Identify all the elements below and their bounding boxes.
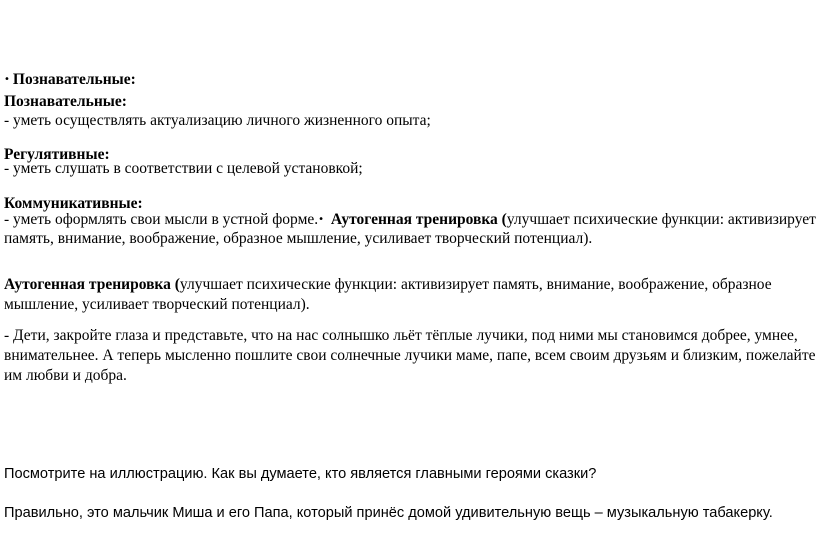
training-title: Аутогенная тренировка ( xyxy=(4,276,180,293)
cognitive-heading: Познавательные: xyxy=(4,93,127,110)
training-title-inline: Аутогенная тренировка ( xyxy=(330,211,507,228)
training-text-2: мышление, усиливает творческий потенциал). xyxy=(4,296,310,313)
training-line-1 xyxy=(4,274,772,296)
training-text-inline: улучшает психические функции: активизирует xyxy=(506,211,816,228)
instruction-line-2: внимательнее. А теперь мысленно пошлите свои солнечные лучики маме, папе, всем своим друзьям и близким, пожелайте xyxy=(4,347,816,364)
cognitive-heading-bulleted xyxy=(4,69,136,91)
question-text: Посмотрите на иллюстрацию. Как вы думаете, кто является главными героями сказки? xyxy=(4,466,597,482)
regulative-item: - уметь слушать в соответствии с целевой установкой; xyxy=(4,160,363,177)
communicative-item: - уметь оформлять свои мысли в устной форме. xyxy=(4,211,319,228)
regulative-heading: Регулятивные: xyxy=(4,146,110,163)
instruction-line-1: - Дети, закройте глаза и представьте, что на нас солнышко льёт тёплые лучики, под ними мы становимся добрее, умнее, xyxy=(4,327,798,344)
training-text-inline-cont: память, внимание, воображение, образное мышление, усиливает творческий потенциал). xyxy=(4,230,593,247)
bullet-icon: • xyxy=(318,214,325,225)
answer-text: Правильно, это мальчик Миша и его Папа, который принёс домой удивительную вещь – музыкальную табакерку. xyxy=(4,505,773,521)
bullet-icon: • xyxy=(4,74,10,85)
cognitive-item: - уметь осуществлять актуализацию личного жизненного опыта; xyxy=(4,112,431,129)
cognitive-heading-text: Познавательные: xyxy=(12,71,136,88)
training-text-1: улучшает психические функции: активизирует память, внимание, воображение, образное xyxy=(179,276,772,293)
instruction-line-3: им любви и добра. xyxy=(4,367,127,384)
communicative-heading: Коммуникативные: xyxy=(4,195,143,212)
